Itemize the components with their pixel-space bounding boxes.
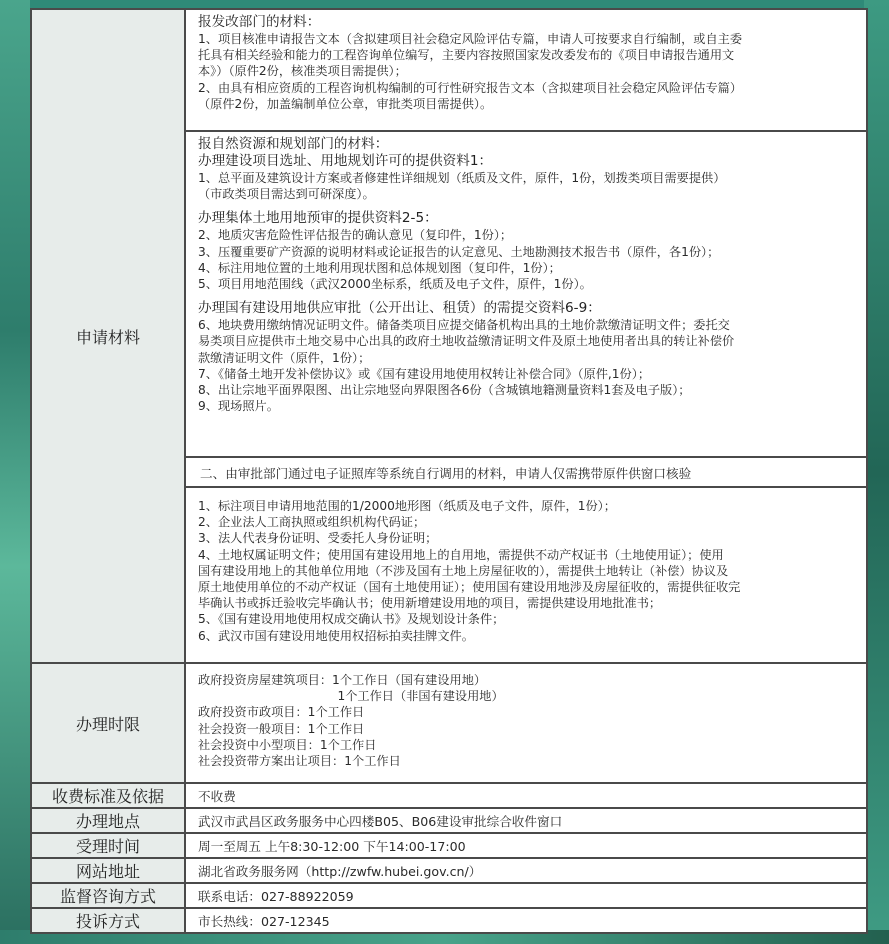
land-dept-materials (185, 131, 867, 457)
reform-line: 本》）（原件2份，核准类项目需提供）； (198, 64, 407, 79)
supervision-value: 联系电话：027-88922059 (185, 883, 867, 908)
table-row (31, 783, 867, 808)
website-label: 网站地址 (31, 858, 185, 883)
group2-line: 5、项目用地范围线（武汉2000坐标系，纸质及电子文件，原件，1份）。 (198, 277, 592, 292)
table-row (31, 883, 867, 908)
section-two-title: 二、由审批部门通过电子证照库等系统自行调用的材料，申请人仅需携带原件供窗口核验 (185, 457, 867, 487)
reform-dept-materials (185, 9, 867, 131)
table-row (31, 908, 867, 933)
reform-line: 2、由具有相应资质的工程咨询机构编制的可行性研究报告文本（含拟建项目社会稳定风险评估专篇） (198, 80, 743, 95)
materials-label: 申请材料 (31, 9, 185, 663)
section-two-line: 国有建设用地上的其他单位用地（不涉及国有土地上房屋征收的），需提供土地转让（补偿）协议及 (198, 563, 729, 578)
supervision-label: 监督咨询方式 (31, 883, 185, 908)
time-limit-line: 社会投资一般项目：1个工作日 (198, 721, 365, 736)
section-two-line: 5、《国有建设用地使用权成交确认书》及规划设计条件； (198, 612, 505, 627)
group1-heading: 办理建设项目选址、用地规划许可的提供资料1： (198, 153, 493, 169)
table-row (31, 663, 867, 783)
group3-line: 7、《储备土地开发补偿协议》或《国有建设用地使用权转让补偿合同》（原件,1份）； (198, 366, 651, 381)
section-two-line: 6、武汉市国有建设用地使用权招标拍卖挂牌文件。 (198, 628, 474, 643)
reform-line: 1、项目核准申请报告文本（含拟建项目社会稳定风险评估专篇，申请人可按要求自行编制，或自主委 (198, 32, 743, 46)
fee-value: 不收费 (185, 783, 867, 808)
section-two-line: 1、标注项目申请用地范围的1/2000地形图（纸质及电子文件，原件，1份）； (198, 499, 616, 513)
time-limit-line: 政府投资房屋建筑项目：1个工作日（国有建设用地） (198, 673, 487, 687)
section-two-line: 原土地使用单位的不动产权证（国有土地使用证）；使用国有建设用地涉及房屋征收的，需提供征收完 (198, 580, 741, 595)
section-two-line: 毕确认书或拆迁验收完毕确认书；使用新增建设用地的项目，需提供建设用地批准书； (198, 596, 662, 611)
hours-value: 周一至周五 上午8:30-12:00 下午14:00-17:00 (185, 833, 867, 858)
time-limit-line: 1个工作日（非国有建设用地） (198, 689, 504, 704)
group2-heading: 办理集体土地用地预审的提供资料2-5： (198, 210, 438, 227)
section-two-line: 4、土地权属证明文件；使用国有建设用地上的自用地，需提供不动产权证书（土地使用证）；使用 (198, 547, 724, 562)
reform-line: （原件2份，加盖编制单位公章，审批类项目需提供）。 (198, 96, 493, 111)
group1-line: （市政类项目需达到可研深度）。 (198, 187, 375, 202)
reform-dept-heading: 报发改部门的材料： (198, 14, 321, 30)
group2-line: 4、标注用地位置的土地利用现状图和总体规划图（复印件，1份）； (198, 260, 561, 275)
table-row (31, 833, 867, 858)
group3-line: 6、地块费用缴纳情况证明文件。储备类项目应提交储备机构出具的土地价款缴清证明文件；委托交 (198, 318, 730, 333)
group3-line: 易类项目应提供市土地交易中心出具的政府土地收益缴清证明文件及原土地使用者出具的转让补偿价 (198, 334, 735, 349)
section-two-line: 3、法人代表身份证明、受委托人身份证明； (198, 531, 438, 546)
left-decorative-border (0, 0, 30, 944)
time-limit-line: 社会投资带方案出让项目：1个工作日 (198, 754, 401, 769)
section-two-materials (185, 487, 867, 663)
service-info-table (30, 8, 868, 934)
complaint-value: 市长热线：027-12345 (185, 908, 867, 933)
location-value: 武汉市武昌区政务服务中心四楼B05、B06建设审批综合收件窗口 (185, 808, 867, 833)
website-value[interactable]: 湖北省政务服务网（http://zwfw.hubei.gov.cn/） (185, 858, 867, 883)
complaint-label: 投诉方式 (31, 908, 185, 933)
hours-label: 受理时间 (31, 833, 185, 858)
time-limit-line: 社会投资中小型项目：1个工作日 (198, 737, 377, 752)
group2-line: 3、压覆重要矿产资源的说明材料或论证报告的认定意见、土地勘测技术报告书（原件，各1份）； (198, 244, 720, 259)
section-two-line: 2、企业法人工商执照或组织机构代码证； (198, 515, 426, 530)
table-row (31, 808, 867, 833)
location-label: 办理地点 (31, 808, 185, 833)
group2-line: 2、地质灾害危险性评估报告的确认意见（复印件，1份）； (198, 228, 513, 243)
table-row (31, 9, 867, 131)
time-limit-label: 办理时限 (31, 663, 185, 783)
group3-line: 8、出让宗地平面界限图、出让宗地竖向界限图各6份（含城镇地籍测量资料1套及电子版）； (198, 383, 691, 398)
group3-line: 款缴清证明文件（原件，1份）； (198, 350, 371, 365)
reform-line: 托具有相关经验和能力的工程咨询单位编写，主要内容按照国家发改委发布的《项目申请报告通用文 (198, 48, 735, 63)
time-limit-line: 政府投资市政项目：1个工作日 (198, 705, 365, 720)
time-limit-value (185, 663, 867, 783)
group3-line: 9、现场照片。 (198, 399, 279, 414)
group3-heading: 办理国有建设用地供应审批（公开出让、租赁）的需提交资料6-9： (198, 300, 601, 317)
table-row (31, 858, 867, 883)
group1-line: 1、总平面及建筑设计方案或者修建性详细规划（纸质及文件，原件，1份，划拨类项目需要提供） (198, 171, 726, 185)
fee-label: 收费标准及依据 (31, 783, 185, 808)
land-dept-heading: 报自然资源和规划部门的材料： (198, 136, 389, 152)
